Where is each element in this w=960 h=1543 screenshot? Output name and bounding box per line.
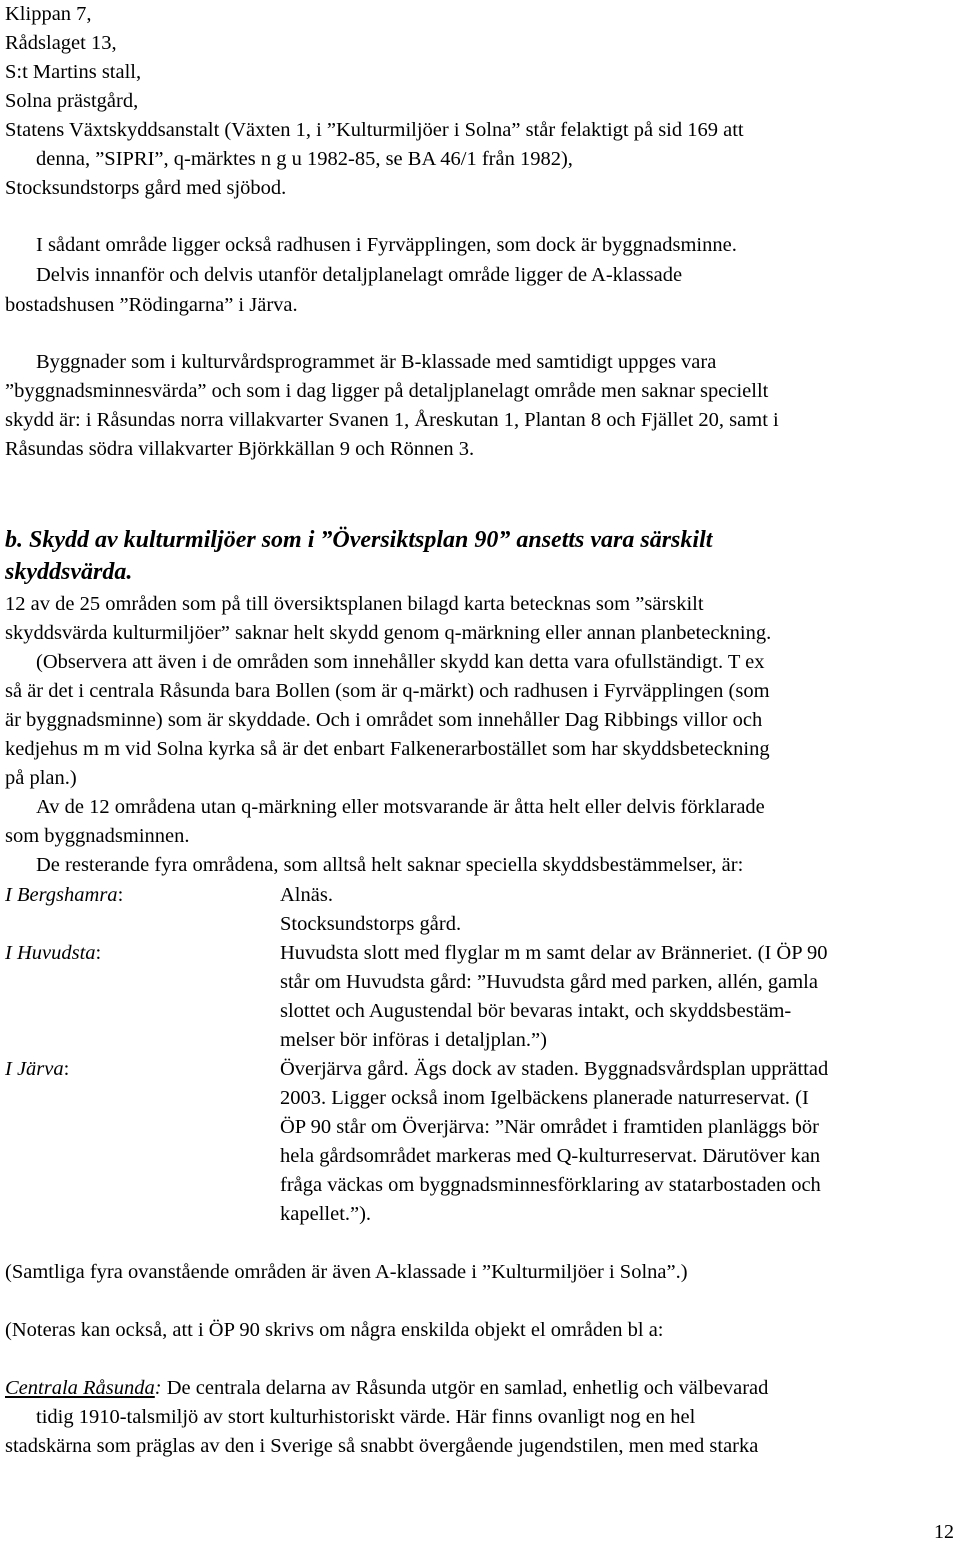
page-number: 12 <box>934 1521 954 1543</box>
area-line: står om Huvudsta gård: ”Huvudsta gård med parken, allén, gamla <box>280 971 818 993</box>
area-line: Huvudsta slott med flyglar m m samt delar av Bränneriet. (I ÖP 90 <box>280 942 828 964</box>
area-line: Stocksundstorps gård. <box>280 913 462 935</box>
paragraph-line: skydd är: i Råsundas norra villakvarter Svanen 1, Åreskutan 1, Plantan 8 och Fjället 20, samt i <box>5 409 779 431</box>
paragraph-line: stadskärna som präglas av den i Sverige så snabbt övergående jugendstilen, men med starka <box>5 1435 759 1457</box>
list-item: Solna prästgård, <box>5 90 139 112</box>
paragraph-line: skyddsvärda kulturmiljöer” saknar helt skydd genom q-märkning eller annan planbeteckning. <box>5 622 772 644</box>
list-item: Statens Växtskyddsanstalt (Växten 1, i ”Kulturmiljöer i Solna” står felaktigt på sid 169 att <box>5 119 744 141</box>
paragraph-line: ”byggnadsminnesvärda” och som i dag ligger på detaljplanelagt område men saknar speciellt <box>5 380 769 402</box>
centrala-label: Centrala Råsunda <box>5 1377 155 1399</box>
area-line: melser bör införas i detaljplan.”) <box>280 1029 547 1051</box>
area-label: I Huvudsta: <box>5 942 102 964</box>
paragraph-line: som byggnadsminnen. <box>5 825 190 847</box>
paragraph-line: Centrala Råsunda: De centrala delarna av Råsunda utgör en samlad, enhetlig och välbevarad <box>5 1377 769 1399</box>
area-label: I Järva: <box>5 1058 70 1080</box>
paragraph-line: De resterande fyra områdena, som alltså helt saknar speciella skyddsbestämmelser, är: <box>36 854 744 876</box>
area-line: Alnäs. <box>280 884 333 906</box>
area-line: slottet och Augustendal bör bevaras intakt, och skyddsbestäm- <box>280 1000 792 1022</box>
area-line: ÖP 90 står om Överjärva: ”När området i framtiden planläggs bör <box>280 1116 819 1138</box>
paragraph-line: 12 av de 25 områden som på till översiktsplanen bilagd karta betecknas som ”särskilt <box>5 593 704 615</box>
paragraph-line: så är det i centrala Råsunda bara Bollen (som är q-märkt) och radhusen i Fyrväpplingen (som <box>5 680 770 702</box>
paragraph-line: (Observera att även i de områden som innehåller skydd kan detta vara ofullständigt. T ex <box>36 651 765 673</box>
area-line: kapellet.”). <box>280 1203 372 1225</box>
list-item-continuation: denna, ”SIPRI”, q-märktes n g u 1982-85, se BA 46/1 från 1982), <box>36 148 573 170</box>
section-heading: b. Skydd av kulturmiljöer som i ”Översiktsplan 90” ansetts vara särskilt <box>5 527 713 553</box>
paragraph-line: kedjehus m m vid Solna kyrka så är det enbart Falkenerarbostället som har skyddsbeteckning <box>5 738 770 760</box>
paragraph-line: är byggnadsminne) som är skyddade. Och i området som innehåller Dag Ribbings villor och <box>5 709 763 731</box>
area-label-text: I Bergshamra <box>5 884 118 906</box>
list-item: Stocksundstorps gård med sjöbod. <box>5 177 287 199</box>
note-line: (Samtliga fyra ovanstående områden är även A-klassade i ”Kulturmiljöer i Solna”.) <box>5 1261 688 1283</box>
area-line: Överjärva gård. Ägs dock av staden. Byggnadsvårdsplan upprättad <box>280 1058 829 1080</box>
paragraph-line: I sådant område ligger också radhusen i Fyrväpplingen, som dock är byggnadsminne. <box>36 234 737 256</box>
list-item: Rådslaget 13, <box>5 32 117 54</box>
area-label-text: I Huvudsta <box>5 942 96 964</box>
area-label-text: I Järva <box>5 1058 64 1080</box>
area-label: I Bergshamra: <box>5 884 124 906</box>
area-line: fråga väckas om byggnadsminnesförklaring av statarbostaden och <box>280 1174 821 1196</box>
centrala-text: De centrala delarna av Råsunda utgör en samlad, enhetlig och välbevarad <box>161 1377 769 1399</box>
list-item: Klippan 7, <box>5 3 92 25</box>
area-line: hela gårdsområdet markeras med Q-kulturreservat. Därutöver kan <box>280 1145 821 1167</box>
paragraph-line: Byggnader som i kulturvårdsprogrammet är B-klassade med samtidigt uppges vara <box>36 351 717 373</box>
paragraph-line: på plan.) <box>5 767 77 789</box>
paragraph-line: tidig 1910-talsmiljö av stort kulturhistoriskt värde. Här finns ovanligt nog en hel <box>36 1406 696 1428</box>
paragraph-line: bostadshusen ”Rödingarna” i Järva. <box>5 294 298 316</box>
paragraph-line: Av de 12 områdena utan q-märkning eller motsvarande är åtta helt eller delvis förklarade <box>36 796 765 818</box>
paragraph-line: Råsundas södra villakvarter Björkkällan 9 och Rönnen 3. <box>5 438 475 460</box>
note-line: (Noteras kan också, att i ÖP 90 skrivs om några enskilda objekt el områden bl a: <box>5 1319 664 1341</box>
paragraph-line: Delvis innanför och delvis utanför detaljplanelagt område ligger de A-klassade <box>36 264 683 286</box>
list-item: S:t Martins stall, <box>5 61 142 83</box>
section-heading-continuation: skyddsvärda. <box>5 559 133 585</box>
area-line: 2003. Ligger också inom Igelbäckens planerade naturreservat. (I <box>280 1087 809 1109</box>
